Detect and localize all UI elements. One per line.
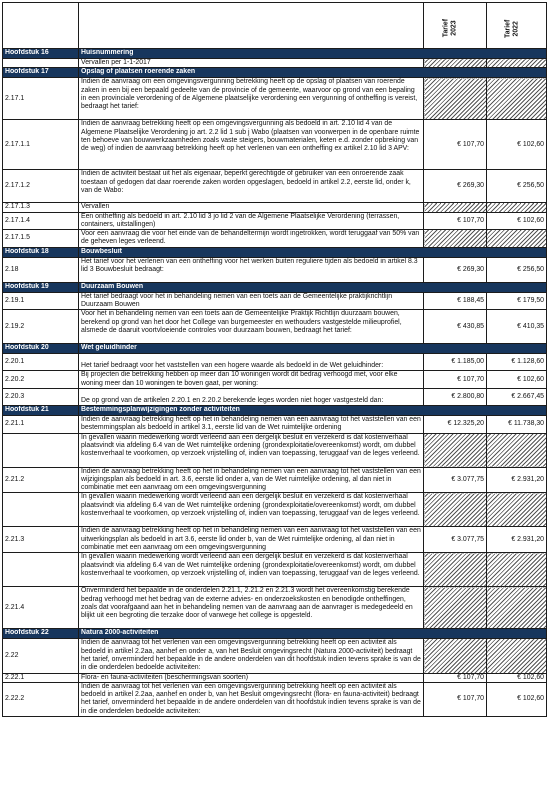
article-number: 2.19.2 <box>3 310 79 344</box>
article-text: Onverminderd het bepaalde in de onderdelen 2.21.1, 2.21.2 en 2.21.3 wordt het overeenkomstig berekende bedrag verhoogd met het bedrag van de externe advies- en onderzoekskosten en benodigde ontheffingen, zoals dat voorafgaand aan het in behandeling nemen van de aanvraag aan de aanvrager is medegedeeld en blijkt uit een begroting die terzake door of vanwege het college is opgesteld. <box>79 587 424 629</box>
article-number: 2.22.1 <box>3 673 79 682</box>
table-row <box>3 467 547 493</box>
table-row <box>3 682 547 716</box>
table-row <box>3 203 547 212</box>
tarief-2023-cell <box>424 553 487 587</box>
tarief-2022-cell <box>487 78 547 120</box>
tarief-2022-cell: € 102,60 <box>487 682 547 716</box>
table-row <box>3 170 547 203</box>
tarief-2022-cell: € 2.931,20 <box>487 467 547 493</box>
tarief-2022-cell: € 102,60 <box>487 212 547 230</box>
table-row <box>3 292 547 310</box>
table-row <box>3 354 547 371</box>
chapter-number: Hoofdstuk 19 <box>3 282 79 292</box>
table-row <box>3 493 547 527</box>
tarief-2023-cell: € 107,70 <box>424 682 487 716</box>
tarief-2022-cell: € 1.128,60 <box>487 354 547 371</box>
tarief-2023-cell: € 269,30 <box>424 170 487 203</box>
tarief-2023-cell <box>424 587 487 629</box>
tarief-2023-cell: € 3.077,75 <box>424 527 487 553</box>
tarief-2022-cell: € 102,60 <box>487 673 547 682</box>
tarief-2023-cell <box>424 493 487 527</box>
tarief-2023-cell: € 12.325,20 <box>424 415 487 433</box>
header-tarief-2023 <box>424 3 487 49</box>
chapter-title: Wet geluidhinder <box>79 344 547 354</box>
article-text: Een ontheffing als bedoeld in art. 2.10 lid 3 jo lid 2 van de Algemene Plaatselijke Verordening (terrassen, containers, uitstallingen) <box>79 212 424 230</box>
table-row <box>3 59 547 68</box>
table-row <box>3 433 547 467</box>
header-blank-1 <box>3 3 79 49</box>
article-number: 2.17.1 <box>3 78 79 120</box>
tarief-2022-cell: € 179,50 <box>487 292 547 310</box>
tarief-2022-cell <box>487 433 547 467</box>
chapter-title: Duurzaam Bouwen <box>79 282 547 292</box>
chapter-row <box>3 629 547 639</box>
tarief-2022-cell: € 11.738,30 <box>487 415 547 433</box>
tarief-2023-cell <box>424 78 487 120</box>
article-text: Indien de activiteit bestaat uit het als eigenaar, beperkt gerechtigde of gebruiker van een onroerende zaak toestaan of gedogen dat daar roerende zaken worden opgeslagen, bedoeld in artikel 2.2, eerste lid, onder k, van de Wabo: <box>79 170 424 203</box>
article-number <box>3 493 79 527</box>
article-number: 2.20.1 <box>3 354 79 371</box>
tarief-2023-cell: € 430,85 <box>424 310 487 344</box>
tarief-2022-cell <box>487 587 547 629</box>
article-number: 2.17.1.2 <box>3 170 79 203</box>
chapter-title: Natura 2000-activiteiten <box>79 629 547 639</box>
header-tarief-2022-label: Tarief 2022 <box>503 20 520 39</box>
tarief-2022-cell <box>487 553 547 587</box>
article-number: 2.21.4 <box>3 587 79 629</box>
article-number: 2.17.1.5 <box>3 230 79 248</box>
article-text: Het tarief bedraagt voor het in behandeling nemen van een toets aan de Gemeentelijke praktijkrichtlijn Duurzaam Bouwen <box>79 292 424 310</box>
tarief-2022-cell: € 102,60 <box>487 120 547 170</box>
article-text: Indien de aanvraag betrekking heeft op het in behandeling nemen van een aanvraag tot het vaststellen van een wijzigingsplan als bedoeld in art. 3.6, eerste lid onder a, van de Wet ruimtelijke ordening, al dan niet in combinatie met een aanvraag om een omgevingsvergunning <box>79 467 424 493</box>
tarief-2023-cell <box>424 59 487 68</box>
article-text: Bij projecten die betrekking hebben op meer dan 10 woningen wordt dit bedrag verhoogd met, voor elke woning meer dan 10 woningen te boven gaat, per woning: <box>79 371 424 389</box>
article-text: Indien de aanvraag tot het verlenen van een omgevingsvergunning betrekking heeft op een activiteit als bedoeld in artikel 2.2aa, aanhef en onder b, van het Besluit omgevingsrecht (flora- en fauna-activiteit) bedraagt het tarief, onverminderd het bepaalde in de andere onderdelen van dit hoofdstuk indien tevens sprake is van de in die onderdelen bedoelde activiteiten: <box>79 682 424 716</box>
article-number <box>3 433 79 467</box>
article-text: Het tarief voor het verlenen van een ontheffing voor het werken buiten reguliere tijden als bedoeld in artikel 8.3 lid 3 Bouwbesluit bedraagt: <box>79 257 424 282</box>
article-text: Het tarief bedraagt voor het vaststellen van een hogere waarde als bedoeld in de Wet geluidhinder: <box>79 354 424 371</box>
table-row <box>3 527 547 553</box>
table-body <box>3 49 547 717</box>
tarief-2023-cell <box>424 203 487 212</box>
table-row <box>3 257 547 282</box>
table-row <box>3 673 547 682</box>
chapter-number: Hoofdstuk 17 <box>3 68 79 78</box>
article-number: 2.19.1 <box>3 292 79 310</box>
tarief-2023-cell: € 107,70 <box>424 212 487 230</box>
table-row <box>3 587 547 629</box>
article-text: Flora- en fauna-activiteiten (beschermingsvan soorten) <box>79 673 424 682</box>
table-row <box>3 639 547 673</box>
tarief-2023-cell: € 2.800,80 <box>424 388 487 405</box>
article-text: In gevallen waarin medewerking wordt verleend aan een dergelijk besluit en verzekerd is dat kostenverhaal plaatsvindt via afdeling 6.4 van de Wet ruimtelijke ordening (grondexploitatie/overeenkomst) wordt, om dubbel kostenverhaal te voorkomen, op verzoek vrijstelling of, indien van toepassing, teruggaaf van de leges verleend. <box>79 493 424 527</box>
tarief-2023-cell: € 107,70 <box>424 371 487 389</box>
tarief-2022-cell: € 2.931,20 <box>487 527 547 553</box>
tarief-2022-cell <box>487 493 547 527</box>
table-row <box>3 388 547 405</box>
article-number <box>3 59 79 68</box>
tarief-2022-cell: € 102,60 <box>487 371 547 389</box>
table-row <box>3 310 547 344</box>
article-text: Voor een aanvraag die voor het einde van de behandeltermijn wordt ingetrokken, wordt teruggaaf van 50% van de geheven leges verleend. <box>79 230 424 248</box>
chapter-title: Bouwbesluit <box>79 247 547 257</box>
article-number: 2.18 <box>3 257 79 282</box>
tarief-2022-cell: € 256,50 <box>487 257 547 282</box>
article-text: Indien de aanvraag betrekking heeft op het in behandeling nemen van een aanvraag tot het vaststellen van een bestemmingsplan als bedoeld in artikel 3.1, eerste lid van de Wet ruimtelijke ordening <box>79 415 424 433</box>
chapter-number: Hoofdstuk 16 <box>3 49 79 59</box>
tarief-2022-cell: € 2.667,45 <box>487 388 547 405</box>
chapter-number: Hoofdstuk 18 <box>3 247 79 257</box>
header-tarief-2023-label: Tarief 2023 <box>442 19 458 38</box>
article-text: Vervallen <box>79 203 424 212</box>
table-row <box>3 371 547 389</box>
article-number: 2.17.1.4 <box>3 212 79 230</box>
article-text: Indien de aanvraag om een omgevingsvergunning betrekking heeft op de opslag of plaatsen van roerende zaken in een bij een bepaald gedeelte van de provincie of de gemeente, waarvoor op grond van een bepaling in een provinciale verordening of de Algemene plaatselijke verordening een vergunning of ontheffing is vereist, bedraagt het tarief: <box>79 78 424 120</box>
leges-table <box>2 2 547 717</box>
chapter-number: Hoofdstuk 22 <box>3 629 79 639</box>
tarief-2023-cell <box>424 230 487 248</box>
chapter-number: Hoofdstuk 21 <box>3 405 79 415</box>
article-number: 2.17.1.3 <box>3 203 79 212</box>
article-number: 2.21.3 <box>3 527 79 553</box>
table-row <box>3 230 547 248</box>
article-text: Indien de aanvraag betrekking heeft op een omgevingsvergunning als bedoeld in art. 2.10 lid 4 van de Algemene Plaatselijke Verordening jo art. 2.2 lid 1 sub j Wabo (plaatsen van voorwerpen in de openbare ruimte ten behoeve van bouwwerkzaamheden zoals vaste steigers, bouwmaterialen, keten e.d. zonder opbreking van de weg) of indien de aanvraag betrekking heeft op het verlenen van een ontheffing ex artikel 2.10 lid 3 APV: <box>79 120 424 170</box>
header-tarief-2022 <box>487 3 547 49</box>
chapter-row <box>3 247 547 257</box>
tarief-2023-cell: € 107,70 <box>424 673 487 682</box>
article-text: In gevallen waarin medewerking wordt verleend aan een dergelijk besluit en verzekerd is dat kostenverhaal plaatsvindt via afdeling 6.4 van de Wet ruimtelijke ordening (grondexploitatie/overeenkomst) wordt, om dubbel kostenverhaal te voorkomen, op verzoek vrijstelling of, indien van toepassing, teruggaaf van de leges verleend. <box>79 433 424 467</box>
article-number: 2.20.2 <box>3 371 79 389</box>
chapter-title: Bestemmingsplanwijzigingen zonder activiteiten <box>79 405 547 415</box>
tarief-2023-cell: € 107,70 <box>424 120 487 170</box>
table-row <box>3 78 547 120</box>
chapter-title: Opslag of plaatsen roerende zaken <box>79 68 547 78</box>
tarief-2023-cell: € 3.077,75 <box>424 467 487 493</box>
tarief-2023-cell <box>424 433 487 467</box>
article-text: Voor het in behandeling nemen van een toets aan de Gemeentelijke Praktijk Richtlijn duurzaam bouwen, berekend op grond van het door het College van burgemeester en wethouders vastgestelde milieuprofiel, alsmede de daaruit voortvloeiende controles voor duurzaam bouwen, bedraagt het tarief: <box>79 310 424 344</box>
table-row <box>3 553 547 587</box>
tarief-2022-cell: € 256,50 <box>487 170 547 203</box>
tarief-2022-cell <box>487 639 547 673</box>
chapter-row <box>3 49 547 59</box>
chapter-row <box>3 405 547 415</box>
article-number <box>3 553 79 587</box>
article-number: 2.17.1.1 <box>3 120 79 170</box>
chapter-row <box>3 344 547 354</box>
chapter-title: Huisnummering <box>79 49 547 59</box>
tarief-2022-cell: € 410,35 <box>487 310 547 344</box>
article-text: Vervallen per 1-1-2017 <box>79 59 424 68</box>
tarief-2023-cell <box>424 639 487 673</box>
table-row <box>3 120 547 170</box>
article-text: In gevallen waarin medewerking wordt verleend aan een dergelijk besluit en verzekerd is dat kostenverhaal plaatsvindt via afdeling 6.4 van de Wet ruimtelijke ordening (grondexploitatie/overeenkomst) wordt, om dubbel kostenverhaal te voorkomen, op verzoek vrijstelling of, indien van toepassing, teruggaaf van de leges verleend. <box>79 553 424 587</box>
tarief-2022-cell <box>487 59 547 68</box>
article-text: Indien de aanvraag tot het verlenen van een omgevingsvergunning betrekking heeft op een activiteit als bedoeld in artikel 2.2aa, aanhef en onder a, van het Besluit omgevingsrecht (Natura 2000-activiteit) bedraagt het tarief, onverminderd het bepaalde in de andere onderdelen van dit hoofdstuk indien tevens sprake is van de in die onderdelen bedoelde activiteiten: <box>79 639 424 673</box>
article-number: 2.22 <box>3 639 79 673</box>
table-row <box>3 212 547 230</box>
article-text: Indien de aanvraag betrekking heeft op het in behandeling nemen van een aanvraag tot het vaststellen van een uitwerkingsplan als bedoeld in art 3.6, eerste lid onder b, van de Wet ruimtelijke ordening, al dan niet in combinatie met een aanvraag om een omgevingsvergunning <box>79 527 424 553</box>
chapter-number: Hoofdstuk 20 <box>3 344 79 354</box>
tarief-2022-cell <box>487 203 547 212</box>
tarief-2023-cell: € 188,45 <box>424 292 487 310</box>
tarief-2023-cell: € 1.185,00 <box>424 354 487 371</box>
article-number: 2.21.2 <box>3 467 79 493</box>
chapter-row <box>3 68 547 78</box>
tarief-2023-cell: € 269,30 <box>424 257 487 282</box>
table-row <box>3 415 547 433</box>
tarief-2022-cell <box>487 230 547 248</box>
header-blank-2 <box>79 3 424 49</box>
article-number: 2.22.2 <box>3 682 79 716</box>
article-number: 2.20.3 <box>3 388 79 405</box>
article-number: 2.21.1 <box>3 415 79 433</box>
chapter-row <box>3 282 547 292</box>
article-text: De op grond van de artikelen 2.20.1 en 2.20.2 berekende leges worden niet hoger vastgesteld dan: <box>79 388 424 405</box>
